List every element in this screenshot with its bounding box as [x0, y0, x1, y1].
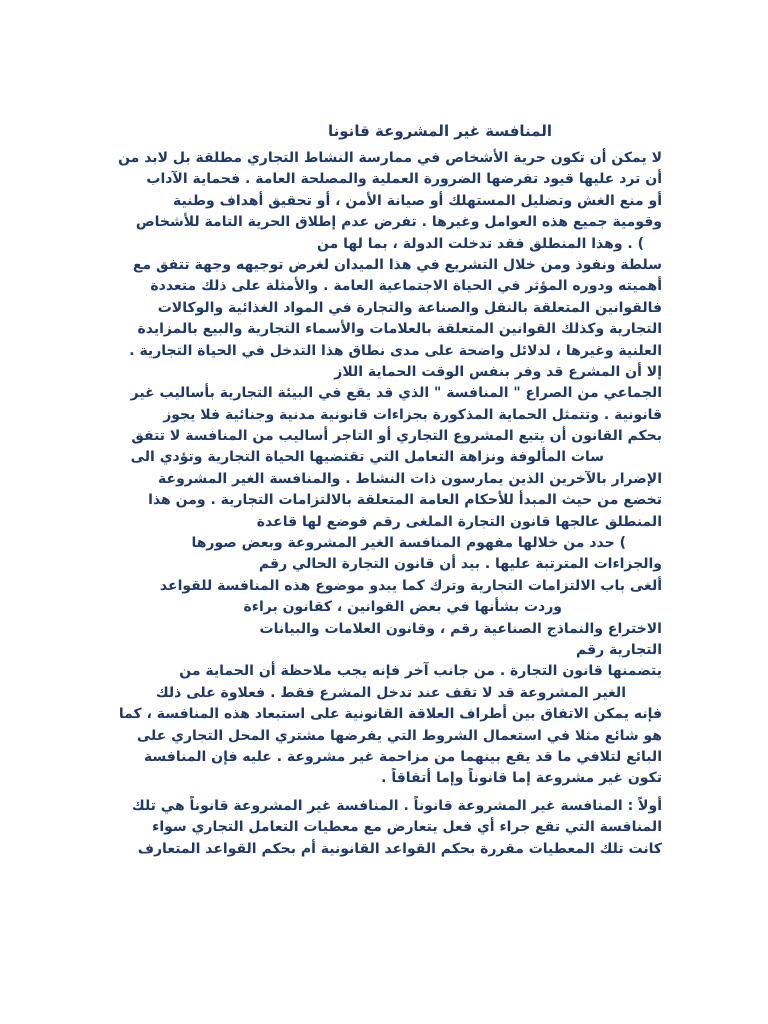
paragraph-line: ) حدد من خلالها مفهوم المنافسة الغير المشروعة وبعض صورها [191, 535, 626, 552]
paragraph-line: يتضمنها قانون التجارة . من جانب آخر فإنه يجب ملاحظة أن الحماية من [179, 663, 662, 680]
paragraph-line: ألغى باب الالتزامات التجارية وترك كما يبدو موضوع هذه المنافسة للقواعد [159, 577, 662, 594]
paragraph-line: البائع لتلافي ما قد يقع بينهما من مزاحمة غير مشروعة . عليه فإن المنافسة [143, 748, 662, 765]
paragraph-line: والجزاءات المترتبة عليها . بيد أن قانون التجارة الحالي رقم [258, 556, 662, 573]
paragraph-line: الغير المشروعة قد لا تقف عند تدخل المشرع فقط . فعلاوة على ذلك [155, 684, 626, 701]
paragraph-line: سلطة ونفوذ ومن خلال التشريع في هذا الميدان لغرض توجيهه وجهة تتفق مع [132, 256, 662, 273]
paragraph-line: المنافسة التي تقع جراء أي فعل يتعارض مع معطيات التعامل التجاري سواء [152, 819, 662, 836]
paragraph-line: كانت تلك المعطيات مقررة بحكم القواعد القانونية أم بحكم القواعد المتعارف [137, 840, 662, 857]
paragraph-line: لا يمكن أن تكون حرية الأشخاص في ممارسة النشاط التجاري مطلقة بل لابد من [118, 150, 662, 166]
paragraph-line: تكون غير مشروعة إما قانوناً وإما أتفاقاً . [381, 770, 662, 787]
document-title: المنافسة غير المشروعة قانونا [328, 122, 552, 140]
paragraph-line: المنطلق عالجها قانون التجارة الملغى رقم فوضع لها قاعدة [256, 513, 662, 530]
paragraph-line: فإنه يمكن الاتفاق بين أطراف العلاقة القانونية على استبعاد هذه المنافسة ، كما [118, 706, 662, 723]
paragraph-line: هو شائع مثلا في استعمال الشروط التي يفرضها مشتري المحل التجاري على [136, 727, 662, 744]
paragraph-line: قانونية . وتتمثل الحماية المذكورة بجزاءات قانونية مدنية وجنائية فلا يجوز [163, 406, 662, 423]
paragraph-line: الجماعي من الصراع " المنافسة " الذي قد يقع في البيئة التجارية بأساليب غير [130, 385, 662, 402]
paragraph-line: ) . وهذا المنطلق فقد تدخلت الدولة ، بما لها من [316, 235, 644, 252]
paragraph-line: الإضرار بالآخرين الذين يمارسون ذات النشاط . والمنافسة الغير المشروعة [158, 470, 662, 487]
paragraph-line: وردت بشأنها في بعض القوانين ، كقانون براءة [243, 599, 562, 616]
paragraph-line: التجارية وكذلك القوانين المتعلقة بالعلامات والأسماء التجارية والبيع بالمزايدة [137, 321, 662, 338]
document-page [104, 118, 662, 860]
paragraph-line: سات المألوفة ونزاهة التعامل التي تقتضيها الحياة التجارية وتؤدي الى [130, 449, 604, 466]
paragraph-line: فالقوانين المتعلقة بالنقل والصناعة والتجارة في المواد الغذائية والوكالات [157, 299, 662, 316]
paragraph-line: الاختراع والنماذج الصناعية رقم ، وقانون العلامات والبيانات [259, 620, 662, 637]
paragraph-line: تخضع من حيث المبدأ للأحكام العامة المتعلقة بالالتزامات التجارية . ومن هذا [148, 492, 662, 509]
paragraph-line: أولاً : المنافسة غير المشروعة قانوناً . المنافسة غير المشروعة قانوناً هي تلك [131, 797, 662, 814]
paragraph-line: أهميته ودوره المؤثر في الحياة الاجتماعية العامة . والأمثلة على ذلك متعددة [150, 278, 662, 295]
paragraph-line: أو منع الغش وتضليل المستهلك أو صيانة الأمن ، أو تحقيق أهداف وطنية [172, 192, 662, 209]
paragraph-line: أن ترد عليها قيود تفرضها الضرورة العملية والمصلحة العامة . فحماية الآداب [146, 171, 662, 188]
paragraph-line: إلا أن المشرع قد وفر بنفس الوقت الحماية اللاز [334, 363, 662, 380]
paragraph-line: وقومية جميع هذه العوامل وغيرها . تفرض عدم إطلاق الحرية التامة للأشخاص [135, 214, 662, 231]
paragraph-line: العلنية وغيرها ، لدلائل واضحة على مدى نطاق هذا التدخل في الحياة التجارية . [129, 342, 662, 359]
paragraph-line: التجارية رقم [575, 641, 662, 658]
paragraph-line: بحكم القانون أن يتبع المشروع التجاري أو التاجر أساليب من المنافسة لا تتفق [131, 428, 662, 445]
